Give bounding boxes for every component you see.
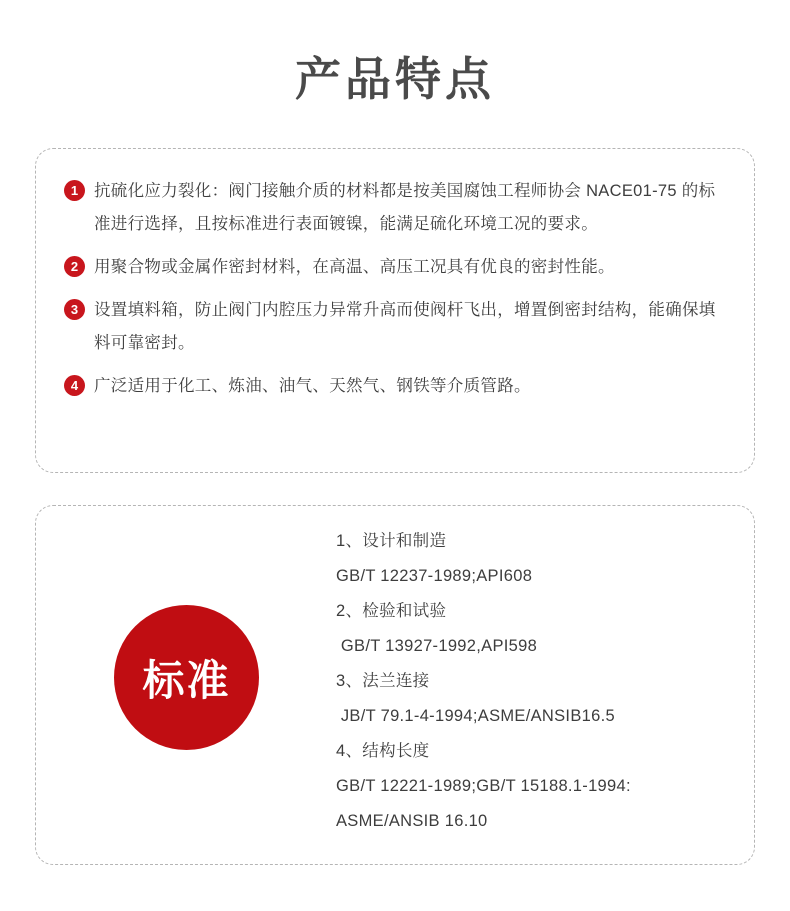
list-item: 4、结构长度 <box>336 742 430 760</box>
number-badge-icon: 4 <box>64 375 85 396</box>
number-badge-icon: 1 <box>64 180 85 201</box>
list-item: 1、设计和制造 <box>336 532 447 550</box>
standards-list <box>336 524 736 839</box>
features-panel <box>35 148 755 473</box>
list-item: GB/T 12237-1989;API608 <box>336 567 533 585</box>
page-title: 产品特点 <box>295 53 495 105</box>
list-item: GB/T 12221-1989;GB/T 15188.1-1994: <box>336 777 631 795</box>
list-item: JB/T 79.1-4-1994;ASME/ANSIB16.5 <box>336 707 615 725</box>
list-item: 2、检验和试验 <box>336 602 447 620</box>
standards-seal-badge: 标准 <box>114 605 259 750</box>
feature-text: 用聚合物或金属作密封材料，在高温、高压工况具有优良的密封性能。 <box>94 258 615 276</box>
feature-text: 广泛适用于化工、炼油、油气、天然气、钢铁等介质管路。 <box>94 377 531 395</box>
list-item <box>64 251 726 284</box>
number-badge-icon: 3 <box>64 299 85 320</box>
list-item <box>64 294 726 360</box>
feature-text: 设置填料箱，防止阀门内腔压力异常升高而使阀杆飞出，增置倒密封结构，能确保填料可靠密封。 <box>94 301 716 352</box>
list-item: ASME/ANSIB 16.10 <box>336 812 488 830</box>
number-badge-icon: 2 <box>64 256 85 277</box>
list-item: GB/T 13927-1992,API598 <box>336 637 538 655</box>
list-item: 3、法兰连接 <box>336 672 430 690</box>
standards-panel <box>35 505 755 865</box>
list-item <box>64 175 726 241</box>
feature-text: 抗硫化应力裂化：阀门接触介质的材料都是按美国腐蚀工程师协会 NACE01-75 的标准进行选择，且按标准进行表面镀镍，能满足硫化环境工况的要求。 <box>94 182 716 233</box>
list-item <box>64 370 726 403</box>
